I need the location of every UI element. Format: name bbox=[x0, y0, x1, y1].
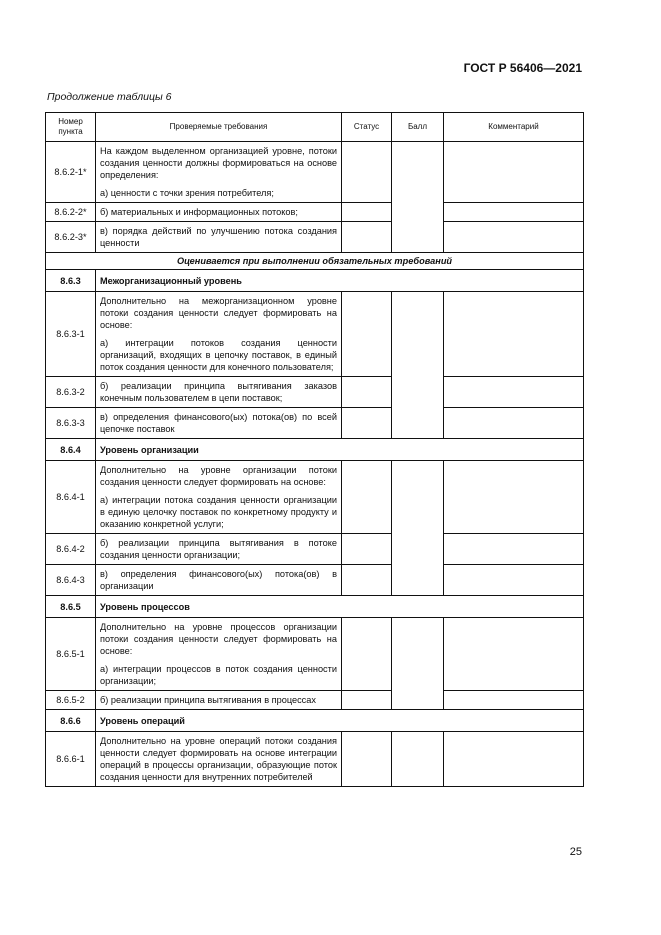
comment-cell bbox=[444, 732, 584, 787]
row-number: 8.6.3-3 bbox=[46, 408, 96, 439]
score-cell bbox=[392, 732, 444, 787]
table-header-row bbox=[46, 113, 584, 142]
col-header-status: Статус bbox=[342, 113, 392, 142]
row-number: 8.6.3-2 bbox=[46, 377, 96, 408]
status-cell bbox=[342, 203, 392, 222]
col-header-number: Номер пункта bbox=[46, 113, 96, 142]
row-requirement: Дополнительно на уровне операций потоки создания ценности следует формировать на основе интеграции операций в процессы организации, образующие поток создания ценности для внутренних потребителей bbox=[96, 732, 342, 787]
comment-cell bbox=[444, 565, 584, 596]
status-cell bbox=[342, 732, 392, 787]
row-requirement: б) материальных и информационных потоков; bbox=[96, 203, 342, 222]
section-title: Уровень организации bbox=[96, 439, 584, 461]
row-number: 8.6.2-1* bbox=[46, 142, 96, 203]
section-title: Уровень операций bbox=[96, 710, 584, 732]
requirement-paragraph: Дополнительно на межорганизационном уровне потоки создания ценности следует формировать на основе: bbox=[100, 296, 337, 330]
row-requirement bbox=[96, 461, 342, 534]
table-row bbox=[46, 377, 584, 408]
requirement-paragraph: Дополнительно на уровне организации потоки создания ценности следует формировать на основе: bbox=[100, 465, 337, 487]
col-header-score: Балл bbox=[392, 113, 444, 142]
row-requirement: б) реализации принципа вытягивания в процессах bbox=[96, 691, 342, 710]
requirement-paragraph: а) интеграции потоков создания ценности организаций, входящих в цепочку поставок, в единый поток создания ценности для конечного пользователя; bbox=[100, 338, 337, 372]
row-requirement: в) определения финансового(ых) потока(ов) по всей цепочке поставок bbox=[96, 408, 342, 439]
status-cell bbox=[342, 408, 392, 439]
status-cell bbox=[342, 534, 392, 565]
document-code: ГОСТ Р 56406—2021 bbox=[463, 61, 582, 75]
comment-cell bbox=[444, 461, 584, 534]
section-row bbox=[46, 596, 584, 618]
status-cell bbox=[342, 691, 392, 710]
row-number: 8.6.5-1 bbox=[46, 618, 96, 691]
row-number: 8.6.5-2 bbox=[46, 691, 96, 710]
requirement-paragraph: а) интеграции процессов в поток создания ценности организации; bbox=[100, 664, 337, 686]
section-row bbox=[46, 710, 584, 732]
requirement-paragraph: а) ценности с точки зрения потребителя; bbox=[100, 188, 274, 198]
col-header-comment: Комментарий bbox=[444, 113, 584, 142]
row-number: 8.6.4-3 bbox=[46, 565, 96, 596]
comment-cell bbox=[444, 408, 584, 439]
row-requirement bbox=[96, 618, 342, 691]
status-cell bbox=[342, 222, 392, 253]
section-title: Межорганизационный уровень bbox=[96, 270, 584, 292]
table-row bbox=[46, 732, 584, 787]
status-cell bbox=[342, 565, 392, 596]
row-requirement bbox=[96, 292, 342, 377]
row-number: 8.6.2-3* bbox=[46, 222, 96, 253]
status-cell bbox=[342, 461, 392, 534]
table-row bbox=[46, 565, 584, 596]
score-cell bbox=[392, 292, 444, 439]
comment-cell bbox=[444, 203, 584, 222]
section-number: 8.6.6 bbox=[46, 710, 96, 732]
col-header-requirements: Проверяемые требования bbox=[96, 113, 342, 142]
table-row bbox=[46, 461, 584, 534]
section-number: 8.6.5 bbox=[46, 596, 96, 618]
comment-cell bbox=[444, 222, 584, 253]
row-number: 8.6.3-1 bbox=[46, 292, 96, 377]
table-row bbox=[46, 222, 584, 253]
comment-cell bbox=[444, 691, 584, 710]
requirement-paragraph: На каждом выделенном организацией уровне, потоки создания ценности должны формироваться на основе определения: bbox=[100, 146, 337, 180]
section-row bbox=[46, 439, 584, 461]
row-requirement: б) реализации принципа вытягивания в потоке создания ценности организации; bbox=[96, 534, 342, 565]
status-cell bbox=[342, 292, 392, 377]
section-row bbox=[46, 270, 584, 292]
row-requirement: в) порядка действий по улучшению потока создания ценности bbox=[96, 222, 342, 253]
status-cell bbox=[342, 618, 392, 691]
comment-cell bbox=[444, 142, 584, 203]
table-continuation-caption: Продолжение таблицы 6 bbox=[47, 91, 172, 103]
table-row bbox=[46, 203, 584, 222]
status-cell bbox=[342, 142, 392, 203]
row-number: 8.6.4-1 bbox=[46, 461, 96, 534]
table-row bbox=[46, 534, 584, 565]
section-number: 8.6.4 bbox=[46, 439, 96, 461]
requirements-table bbox=[45, 112, 584, 787]
comment-cell bbox=[444, 534, 584, 565]
comment-cell bbox=[444, 618, 584, 691]
status-cell bbox=[342, 377, 392, 408]
row-number: 8.6.4-2 bbox=[46, 534, 96, 565]
mandatory-note: Оценивается при выполнении обязательных требований bbox=[46, 253, 584, 270]
score-cell bbox=[392, 618, 444, 710]
row-number: 8.6.6-1 bbox=[46, 732, 96, 787]
table-row bbox=[46, 691, 584, 710]
mandatory-header-row bbox=[46, 253, 584, 270]
row-requirement: б) реализации принципа вытягивания заказов конечным пользователем в цепи поставок; bbox=[96, 377, 342, 408]
row-requirement: в) определения финансового(ых) потока(ов) в организации bbox=[96, 565, 342, 596]
requirement-paragraph: Дополнительно на уровне процессов организации потоки создания ценности следует формировать на основе: bbox=[100, 622, 337, 656]
row-requirement bbox=[96, 142, 342, 203]
page-number: 25 bbox=[569, 846, 582, 858]
section-number: 8.6.3 bbox=[46, 270, 96, 292]
section-title: Уровень процессов bbox=[96, 596, 584, 618]
comment-cell bbox=[444, 292, 584, 377]
table-row bbox=[46, 292, 584, 377]
table-row bbox=[46, 408, 584, 439]
row-number: 8.6.2-2* bbox=[46, 203, 96, 222]
requirement-paragraph: а) интеграции потока создания ценности организации в единую целочку поставок по конкретному продукту и оказанию конкретной услуги; bbox=[100, 495, 337, 529]
table-row bbox=[46, 142, 584, 203]
comment-cell bbox=[444, 377, 584, 408]
table-row bbox=[46, 618, 584, 691]
score-cell bbox=[392, 461, 444, 596]
score-cell bbox=[392, 142, 444, 253]
